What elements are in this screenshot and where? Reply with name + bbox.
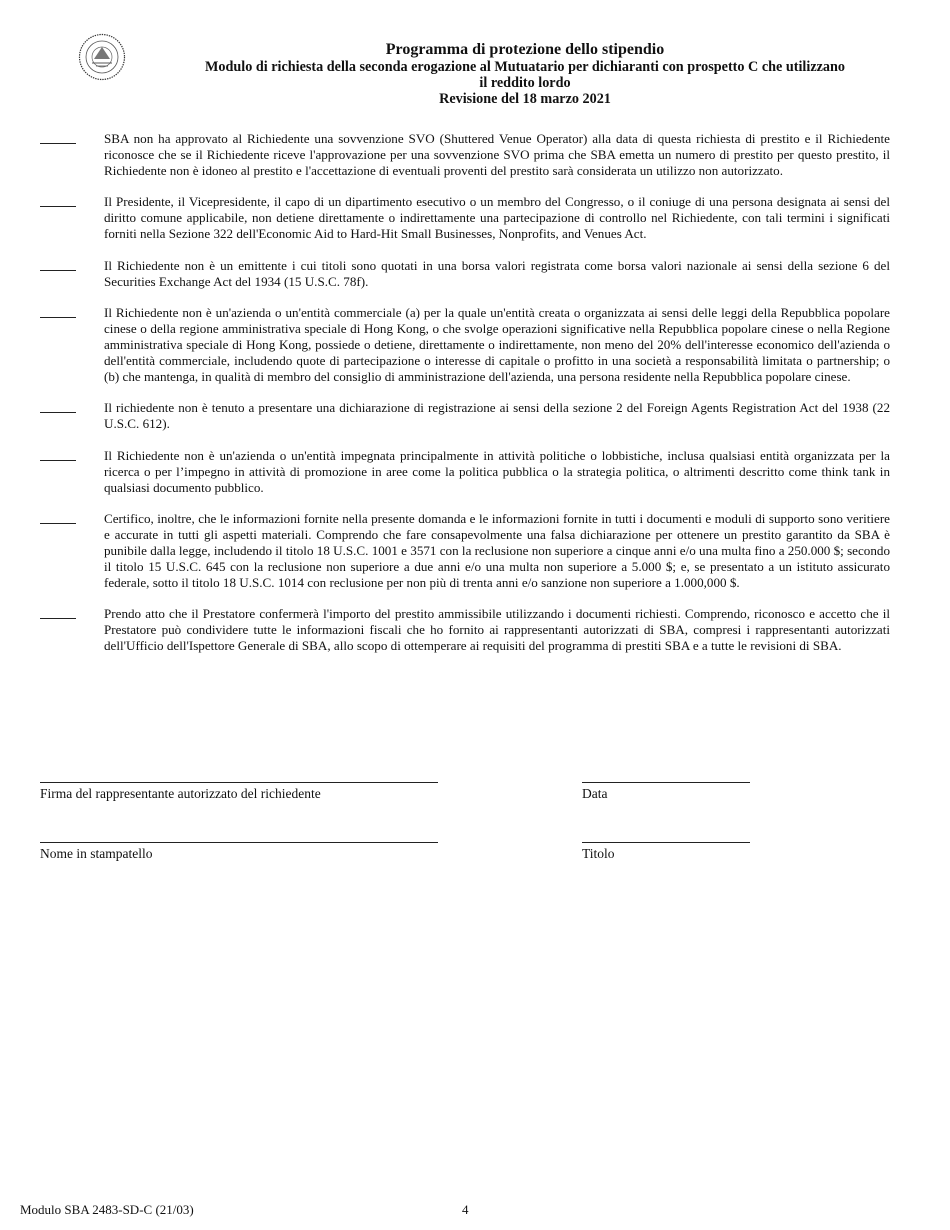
initials-field[interactable] bbox=[40, 258, 76, 271]
printed-name-label: Nome in stampatello bbox=[40, 846, 153, 861]
sba-seal-logo bbox=[78, 33, 126, 81]
certification-text: Il Richiedente non è un'azienda o un'entità commerciale (a) per la quale un'entità creata o organizzata ai sensi delle leggi della Repubblica popolare cinese o della regione amministrativa speciale di Hong Kong, o che svolge operazioni significative nella Repubblica popolare cinese o nella Regione amministrativa speciale di Hong Kong, possiede o detiene, direttamente o indirettamente, non meno del 20% dell'interesse economico dell'azienda o dell'entità commerciale, includendo quote di partecipazione o interesse di capitale o profitto in una società a responsabilità limitata o partnership; o (b) che mantenga, in qualità di membro del consiglio di amministrazione dell'azienda, una persona residente nella Repubblica popolare cinese. bbox=[104, 305, 890, 384]
certification-item bbox=[40, 258, 890, 290]
certification-text: Certifico, inoltre, che le informazioni fornite nella presente domanda e le informazioni fornite in tutti i documenti e moduli di supporto sono veritiere e accurate in tutti gli aspetti materiali. Comprendo che fare consapevolmente una falsa dichiarazione per ottenere un prestito garantito da SBA è punibile dalla legge, includendo il titolo 18 U.S.C. 1001 e 3571 con la reclusione non superiore a cinque anni e/o una multa fino a 250.000 $; secondo il titolo 15 U.S.C. 645 con la reclusione non superiore a due anni e/o una multa non superiore a 5.000 $; e, se presentato a un istituto assicurato federale, sotto il titolo 18 U.S.C. 1014 con reclusione per non più di trenta anni e/o sanzione non superiore a 1.000,000 $. bbox=[104, 511, 890, 590]
certification-item bbox=[40, 400, 890, 432]
initials-field[interactable] bbox=[40, 194, 76, 207]
signature-field[interactable] bbox=[40, 782, 438, 783]
initials-field[interactable] bbox=[40, 400, 76, 413]
certification-text: Prendo atto che il Prestatore confermerà l'importo del prestito ammissibile utilizzando i documenti richiesti. Comprendo, riconosco e accetto che il Prestatore può condividere tutte le informazioni fiscali che ho fornito ai rappresentanti autorizzati di SBA, compresi i rappresentanti autorizzati dell'Ufficio dell'Ispettore Generale di SBA, allo scopo di ottemperare ai requisiti del programma di prestiti SBA e a tutte le revisioni di SBA. bbox=[104, 606, 890, 653]
form-identifier: Modulo SBA 2483-SD-C (21/03) bbox=[20, 1202, 194, 1217]
initials-field[interactable] bbox=[40, 606, 76, 619]
initials-field[interactable] bbox=[40, 511, 76, 524]
certification-item bbox=[40, 194, 890, 241]
certification-item bbox=[40, 305, 890, 384]
form-subtitle-line-2: il reddito lordo bbox=[479, 75, 571, 91]
certification-item bbox=[40, 606, 890, 653]
program-title: Programma di protezione dello stipendio bbox=[385, 41, 665, 58]
certification-text: Il Richiedente non è un'azienda o un'entità impegnata principalmente in attività politiche o lobbistiche, inclusa qualsiasi entità organizzata per la ricerca o per l’impegno in attività di promozione in aree come la politica pubblica o la strategia politica, o altrimenti descritto come think tank in qualsiasi documento pubblico. bbox=[104, 447, 890, 495]
certification-text: SBA non ha approvato al Richiedente una sovvenzione SVO (Shuttered Venue Operator) alla data di questa richiesta di prestito e il Richiedente riconosce che se il Richiedente riceve l'approvazione per una sovvenzione SVO prima che SBA emetta un numero di prestito per questo prestito, il Richiedente non è idoneo al prestito e l'accettazione di eventuali proventi del prestito sarà considerata un utilizzo non autorizzato. bbox=[104, 131, 890, 178]
printed-name-block bbox=[40, 842, 438, 862]
certification-item bbox=[40, 131, 890, 178]
title-block bbox=[582, 842, 750, 862]
page-number: 4 bbox=[462, 1202, 469, 1217]
title-label: Titolo bbox=[582, 846, 615, 861]
document-header bbox=[130, 40, 920, 107]
form-subtitle-line-1: Modulo di richiesta della seconda erogazione al Mutuatario per dichiaranti con prospetto C che utilizzano bbox=[205, 59, 845, 75]
certification-item bbox=[40, 511, 890, 590]
date-block bbox=[582, 782, 750, 802]
printed-name-field[interactable] bbox=[40, 842, 438, 843]
initials-field[interactable] bbox=[40, 131, 76, 144]
certification-list bbox=[40, 131, 890, 670]
revision-date: Revisione del 18 marzo 2021 bbox=[439, 91, 611, 107]
certification-text: Il Richiedente non è un emittente i cui titoli sono quotati in una borsa valori registrata come borsa valori nazionale ai sensi della sezione 6 del Securities Exchange Act del 1934 (15 U.S.C. 78f). bbox=[104, 257, 890, 289]
certification-text: Il richiedente non è tenuto a presentare una dichiarazione di registrazione ai sensi della sezione 2 del Foreign Agents Registration Act del 1938 (22 U.S.C. 612). bbox=[104, 400, 890, 432]
certification-item bbox=[40, 448, 890, 495]
certification-text: Il Presidente, il Vicepresidente, il capo di un dipartimento esecutivo o un membro del Congresso, o il coniuge di una persona designata ai sensi del diritto comune applicabile, non detiene direttamente o indirettamente una partecipazione di controllo nel Richiedente, con tali termini i significati forniti nella Sezione 322 dell'Economic Aid to Hard-Hit Small Businesses, Nonprofits, and Venues Act. bbox=[104, 194, 890, 241]
signature-block bbox=[40, 782, 438, 802]
signature-label: Firma del rappresentante autorizzato del richiedente bbox=[40, 786, 321, 801]
initials-field[interactable] bbox=[40, 448, 76, 461]
date-field[interactable] bbox=[582, 782, 750, 783]
initials-field[interactable] bbox=[40, 305, 76, 318]
title-field[interactable] bbox=[582, 842, 750, 843]
date-label: Data bbox=[582, 786, 608, 801]
